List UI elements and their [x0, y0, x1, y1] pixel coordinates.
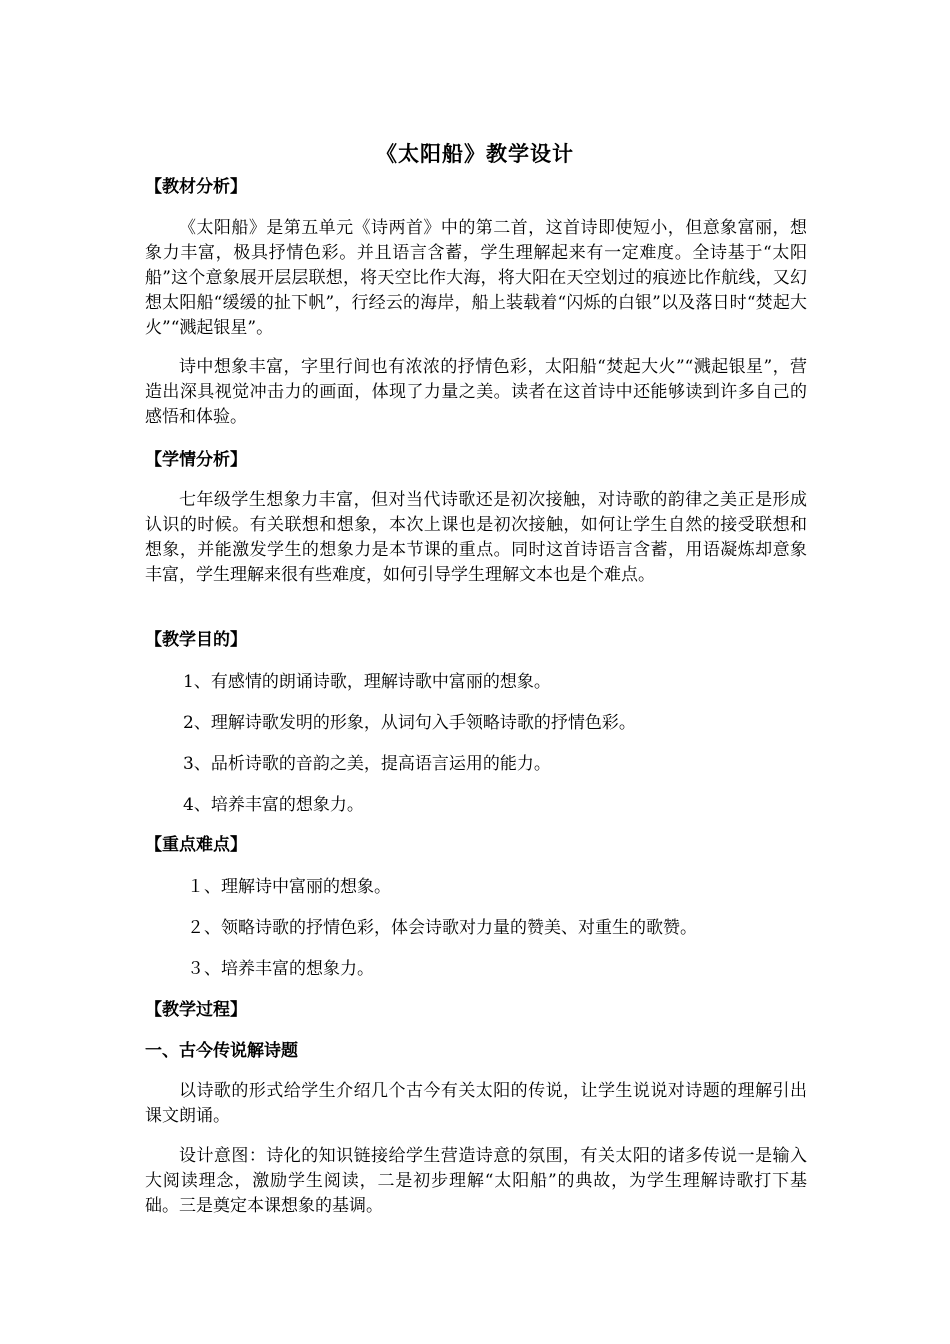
paragraph-process-1: 以诗歌的形式给学生介绍几个古今有关太阳的传说，让学生说说对诗题的理解引出课文朗诵。	[145, 1081, 807, 1126]
subheading-step-one: 一、古今传说解诗题	[145, 1041, 298, 1061]
paragraph-material-2: 诗中想象丰富，字里行间也有浓浓的抒情色彩，太阳船“焚起大火”“溅起银星”，营造出深具视觉冲击力的画面，体现了力量之美。读者在这首诗中还能够读到许多自己的感悟和体验。	[145, 357, 807, 427]
paragraph-process-2: 设计意图：诗化的知识链接给学生营造诗意的氛围，有关太阳的诸多传说一是输入大阅读理念，激励学生阅读，二是初步理解“太阳船”的典故，为学生理解诗歌打下基础。三是奠定本课想象的基调。	[145, 1146, 807, 1216]
heading-teaching-goals: 【教学目的】	[145, 630, 247, 650]
keypoint-item: ３、培养丰富的想象力。	[187, 959, 374, 979]
keypoint-item: １、理解诗中富丽的想象。	[187, 877, 391, 897]
heading-material-analysis: 【教材分析】	[145, 177, 247, 197]
goal-item: 1、有感情的朗诵诗歌，理解诗歌中富丽的想象。	[183, 672, 551, 692]
heading-teaching-process: 【教学过程】	[145, 1000, 247, 1020]
heading-student-analysis: 【学情分析】	[145, 450, 247, 470]
paragraph-students-1: 七年级学生想象力丰富，但对当代诗歌还是初次接触，对诗歌的韵律之美正是形成认识的时候。有关联想和想象，本次上课也是初次接触，如何让学生自然的接受联想和想象，并能激发学生的想象力是本节课的重点。同时这首诗语言含蓄，用语凝炼却意象丰富，学生理解来很有些难度，如何引导学生理解文本也是个难点。	[145, 490, 807, 585]
heading-key-points: 【重点难点】	[145, 835, 247, 855]
goal-item: 3、品析诗歌的音韵之美，提高语言运用的能力。	[183, 754, 551, 774]
document-title: 《太阳船》教学设计	[376, 142, 574, 166]
paragraph-material-1: 《太阳船》是第五单元《诗两首》中的第二首，这首诗即使短小，但意象富丽，想象力丰富，极具抒情色彩。并且语言含蓄，学生理解起来有一定难度。全诗基于“太阳船”这个意象展开层层联想，将天空比作大海，将大阳在天空划过的痕迹比作航线，又幻想太阳船“缓缓的扯下帆”，行经云的海岸，船上装载着“闪烁的白银”以及落日时“焚起大火”“溅起银星”。	[145, 218, 807, 338]
goal-item: 2、理解诗歌发明的形象，从词句入手领略诗歌的抒情色彩。	[183, 713, 636, 733]
goal-item: 4、培养丰富的想象力。	[183, 795, 364, 815]
keypoint-item: ２、领略诗歌的抒情色彩，体会诗歌对力量的赞美、对重生的歌赞。	[187, 918, 697, 938]
